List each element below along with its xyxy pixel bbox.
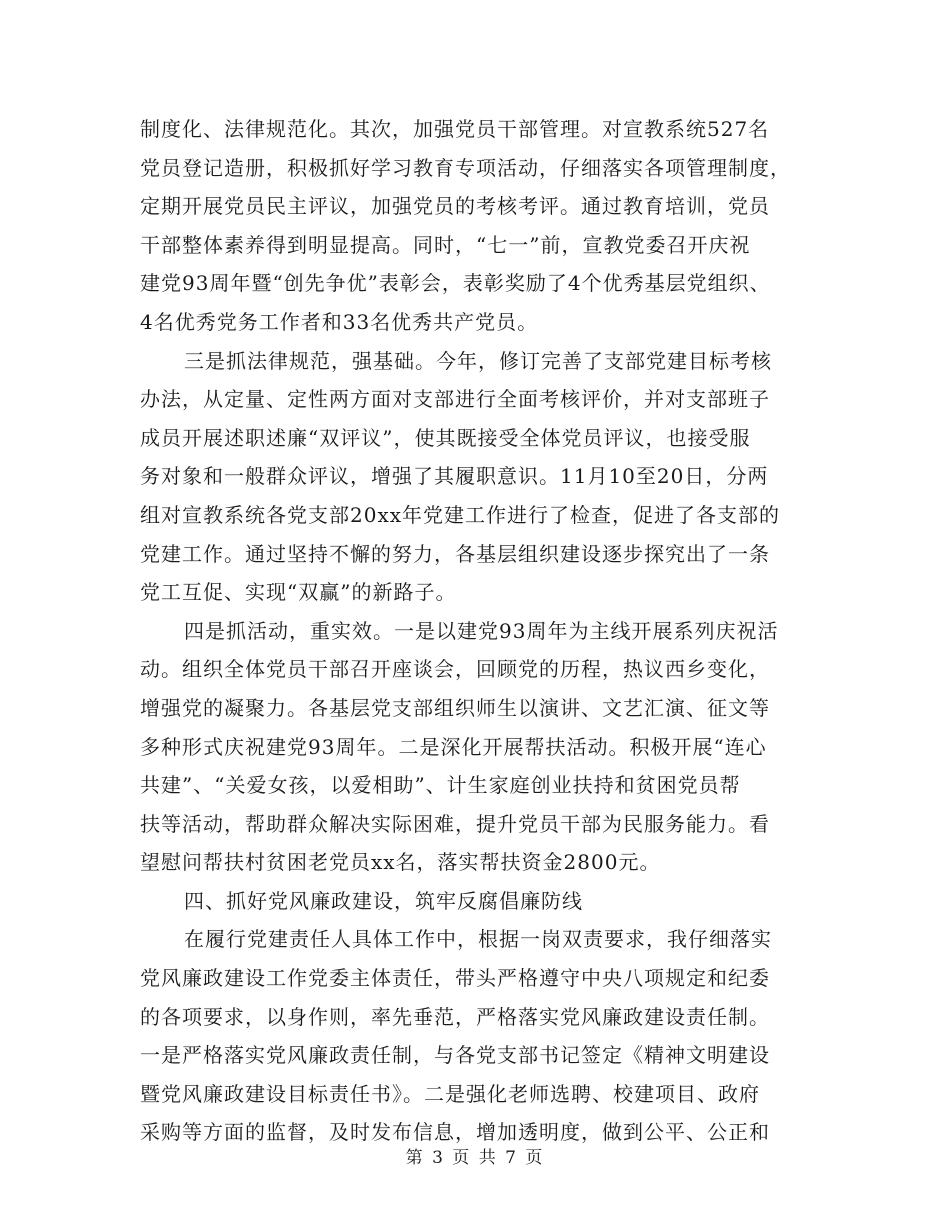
document-body [140,110,810,1152]
text-line: 成员开展述职述廉“双评议”，使其既接受全体党员评议，也接受服 [140,425,751,450]
text-line: 增强党的凝聚力。各基层党支部组织师生以演讲、文艺汇演、征文等 [140,695,770,720]
paragraph-start-line: 三是抓法律规范，强基础。今年，修订完善了支部党建目标考核 [184,348,772,373]
text-line: 扶等活动，帮助群众解决实际困难，提升党员干部为民服务能力。看 [140,811,770,836]
paragraph-start-line: 四是抓活动，重实效。一是以建党93周年为主线开展系列庆祝活 [184,618,779,643]
text-line: 4名优秀党务工作者和33名优秀共产党员。 [140,309,539,334]
text-line: 建党93周年暨“创先争优”表彰会，表彰奖励了4个优秀基层党组织、 [140,271,771,296]
text-line: 干部整体素养得到明显提高。同时，“七一”前，宣教党委召开庆祝 [140,232,751,257]
text-line: 党员登记造册，积极抓好学习教育专项活动，仔细落实各项管理制度， [140,155,791,180]
text-line: 的各项要求，以身作则，率先垂范，严格落实党风廉政建设责任制。 [140,1004,770,1029]
text-line: 党风廉政建设工作党委主体责任，带头严格遵守中央八项规定和纪委 [140,966,770,991]
text-line: 党建工作。通过坚持不懈的努力，各基层组织建设逐步探究出了一条 [140,541,770,566]
text-line: 制度化、法律规范化。其次，加强党员干部管理。对宣教系统527名 [140,117,770,141]
text-line: 党工互促、实现“双赢”的新路子。 [140,580,457,605]
page-footer: 第 3 页 共 7 页 [405,1148,545,1168]
text-line: 定期开展党员民主评议，加强党员的考核考评。通过教育培训，党员 [140,194,770,219]
section-heading: 四、抓好党风廉政建设，筑牢反腐倡廉防线 [184,888,583,913]
text-line: 动。组织全体党员干部召开座谈会，回顾党的历程，热议西乡变化， [140,657,770,682]
text-line: 务对象和一般群众评议，增强了其履职意识。11月10至20日，分两 [140,464,769,489]
text-line: 共建”、“关爱女孩，以爱相助”、计生家庭创业扶持和贫困党员帮 [140,773,741,798]
paragraph-start-line: 在履行党建责任人具体工作中，根据一岗双责要求，我仔细落实 [184,927,772,952]
text-line: 多种形式庆祝建党93周年。二是深化开展帮扶活动。积极开展“连心 [140,734,767,759]
text-line: 一是严格落实党风廉政责任制，与各党支部书记签定《精神文明建设 [140,1043,770,1068]
text-line: 采购等方面的监督，及时发布信息，增加透明度，做到公平、公正和 [140,1120,770,1145]
text-line: 办法，从定量、定性两方面对支部进行全面考核评价，并对支部班子 [140,387,770,412]
text-line: 望慰问帮扶村贫困老党员xx名，落实帮扶资金2800元。 [140,850,661,875]
text-line: 暨党风廉政建设目标责任书》。二是强化老师选聘、校建项目、政府 [140,1081,760,1106]
text-line: 组对宣教系统各党支部20xx年党建工作进行了检查，促进了各支部的 [140,502,781,527]
